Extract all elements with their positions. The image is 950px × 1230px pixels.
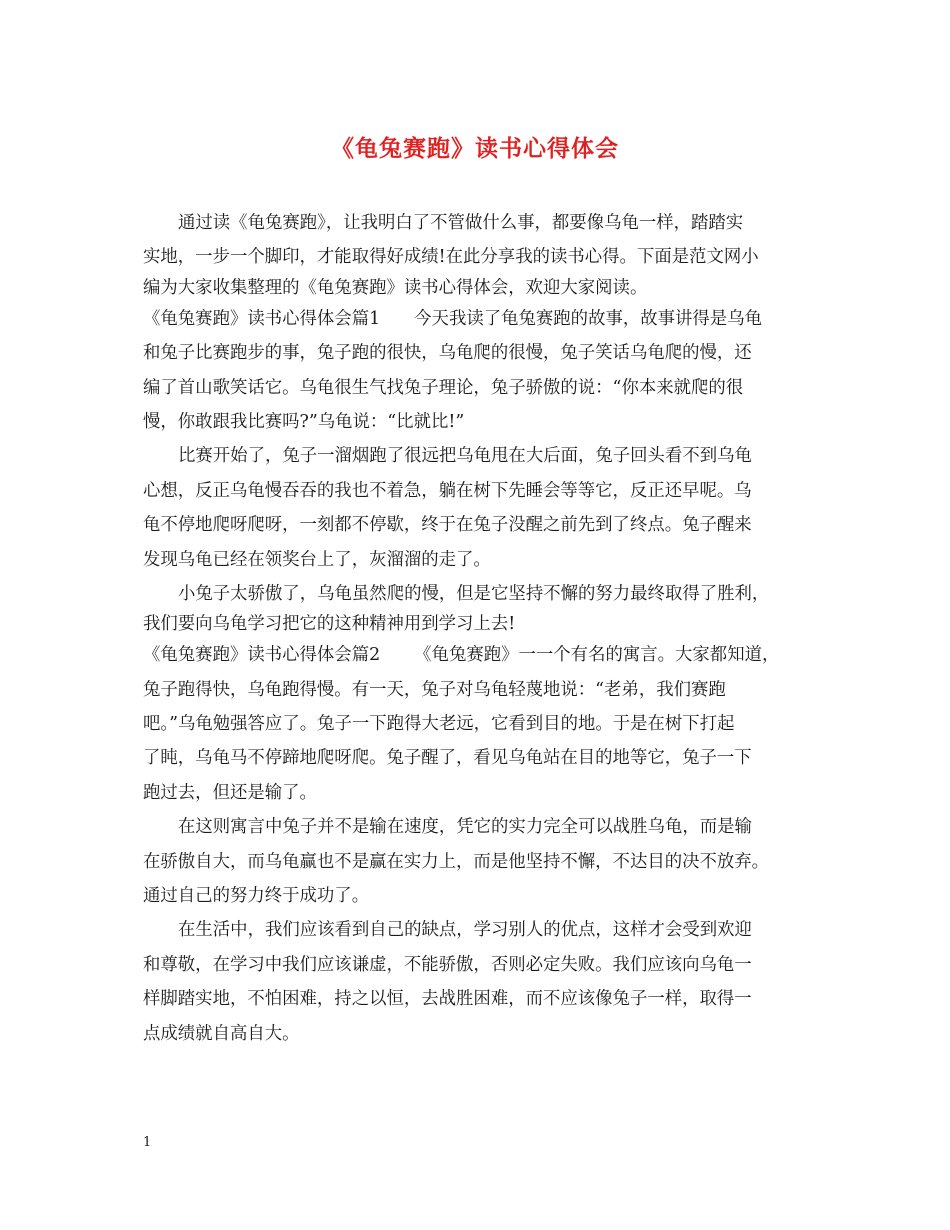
paragraph-line: 通过自己的努力终于成功了。 — [143, 886, 370, 907]
paragraph-line: 发现乌龟已经在领奖台上了，灰溜溜的走了。 — [143, 549, 491, 570]
paragraph-line: 比赛开始了，兔子一溜烟跑了很远把乌龟甩在大后面，兔子回头看不到乌龟 — [178, 446, 752, 467]
paragraph-line: 通过读《龟兔赛跑》，让我明白了不管做什么事，都要像乌龟一样，踏踏实 — [178, 213, 744, 233]
paragraph-line: 在这则寓言中兔子并不是输在速度，凭它的实力完全可以战胜乌龟，而是输 — [178, 817, 752, 838]
paragraph-line: 编了首山歌笑话它。乌龟很生气找兔子理论，兔子骄傲的说：“你本来就爬的很 — [143, 377, 744, 398]
paragraph-line: 和尊敬，在学习中我们应该谦虚，不能骄傲，否则必定失败。我们应该向乌龟一 — [143, 954, 752, 975]
paragraph-line: 龟不停地爬呀爬呀，一刻都不停歇，终于在兔子没醒之前先到了终点。兔子醒来 — [143, 515, 752, 536]
page-number: 1 — [143, 1135, 152, 1150]
section-heading-line — [143, 302, 813, 336]
paragraph-line: 在生活中，我们应该看到自己的缺点，学习别人的优点，这样才会受到欢迎 — [178, 920, 752, 941]
paragraph-line: 慢，你敢跟我比赛吗?”乌龟说：“比就比!” — [143, 411, 465, 432]
paragraph-line: 心想，反正乌龟慢吞吞的我也不着急，躺在树下先睡会等等它，反正还早呢。乌 — [143, 480, 752, 501]
paragraph-line: 实地，一步一个脚印，才能取得好成绩!在此分享我的读书心得。下面是范文网小 — [143, 247, 759, 268]
document-body — [143, 206, 813, 1051]
paragraph-line: 样脚踏实地，不怕困难，持之以恒，去战胜困难，而不应该像兔子一样，取得一 — [143, 989, 752, 1010]
paragraph-line: 和兔子比赛跑步的事，兔子跑的很快，乌龟爬的很慢，兔子笑话乌龟爬的慢，还 — [143, 343, 752, 364]
paragraph-text: 今天我读了龟兔赛跑的故事，故事讲得是乌龟 — [414, 308, 762, 329]
document-title: 《龟兔赛跑》读书心得体会 — [331, 135, 619, 162]
paragraph-line: 兔子跑得快，乌龟跑得慢。有一天，兔子对乌龟轻蔑地说：“老弟，我们赛跑 — [143, 679, 726, 700]
paragraph-line: 吧。”乌龟勉强答应了。兔子一下跑得大老远，它看到目的地。于是在树下打起 — [143, 714, 735, 735]
paragraph-text: 《龟兔赛跑》一一个有名的寓言。大家都知道， — [414, 645, 780, 666]
section-heading-line — [143, 638, 813, 672]
paragraph-line: 我们要向乌龟学习把它的这种精神用到学习上去! — [143, 614, 516, 635]
paragraph-line: 跑过去，但还是输了。 — [143, 782, 317, 803]
paragraph-line: 点成绩就自高自大。 — [143, 1023, 300, 1044]
paragraph-line: 小兔子太骄傲了，乌龟虽然爬的慢，但是它坚持不懈的努力最终取得了胜利， — [178, 583, 770, 604]
paragraph-line: 了盹，乌龟马不停蹄地爬呀爬。兔子醒了，看见乌龟站在目的地等它，兔子一下 — [143, 748, 752, 769]
paragraph-line: 编为大家收集整理的《龟兔赛跑》读书心得体会，欢迎大家阅读。 — [143, 277, 648, 298]
section-heading: 《龟兔赛跑》读书心得体会篇2 — [143, 645, 381, 666]
paragraph-line: 在骄傲自大，而乌龟赢也不是赢在实力上，而是他坚持不懈，不达目的决不放弃。 — [143, 851, 770, 872]
section-heading: 《龟兔赛跑》读书心得体会篇1 — [143, 308, 381, 329]
